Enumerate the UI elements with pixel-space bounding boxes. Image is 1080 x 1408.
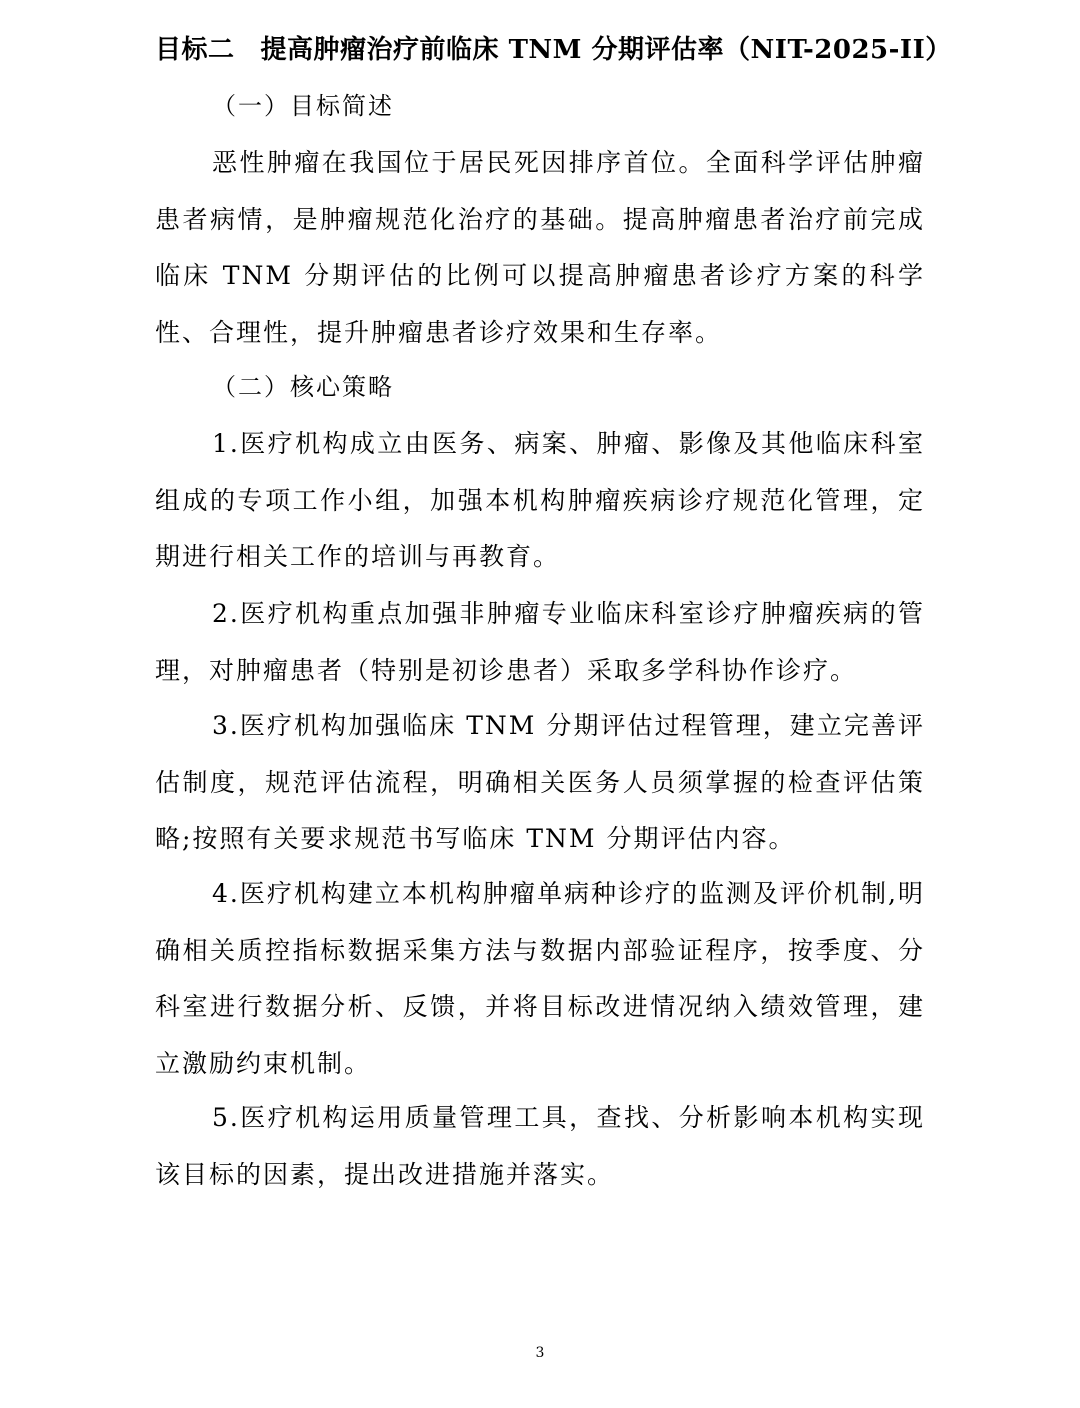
strategy-item-5: 5.医疗机构运用质量管理工具，查找、分析影响本机构实现该目标的因素，提出改进措施并落实。 — [155, 1103, 925, 1189]
strategy-item-1: 1.医疗机构成立由医务、病案、肿瘤、影像及其他临床科室组成的专项工作小组，加强本机构肿瘤疾病诊疗规范化管理，定期进行相关工作的培训与再教育。 — [155, 429, 925, 571]
strategy-item-4: 4.医疗机构建立本机构肿瘤单病种诊疗的监测及评价机制,明确相关质控指标数据采集方法与数据内部验证程序，按季度、分科室进行数据分析、反馈，并将目标改进情况纳入绩效管理，建立激励约束机制。 — [155, 879, 925, 1078]
heading-title: 提高肿瘤治疗前临床 TNM 分期评估率（NIT-2025-II） — [260, 35, 952, 65]
section-heading — [155, 28, 952, 72]
strategy-item-3: 3.医疗机构加强临床 TNM 分期评估过程管理，建立完善评估制度，规范评估流程，明确相关医务人员须掌握的检查评估策略;按照有关要求规范书写临床 TNM 分期评估内容。 — [155, 711, 925, 853]
subsection-title-overview: （一）目标简述 — [212, 92, 394, 120]
overview-paragraph: 恶性肿瘤在我国位于居民死因排序首位。全面科学评估肿瘤患者病情，是肿瘤规范化治疗的基础。提高肿瘤患者治疗前完成临床 TNM 分期评估的比例可以提高肿瘤患者诊疗方案的科学性、合理性，提升肿瘤患者诊疗效果和生存率。 — [155, 148, 925, 347]
page-number: 3 — [535, 1345, 545, 1361]
strategy-item-2: 2.医疗机构重点加强非肿瘤专业临床科室诊疗肿瘤疾病的管理，对肿瘤患者（特别是初诊患者）采取多学科协作诊疗。 — [155, 599, 925, 685]
heading-number: 目标二 — [155, 35, 235, 65]
subsection-title-strategies: （二）核心策略 — [212, 373, 394, 401]
